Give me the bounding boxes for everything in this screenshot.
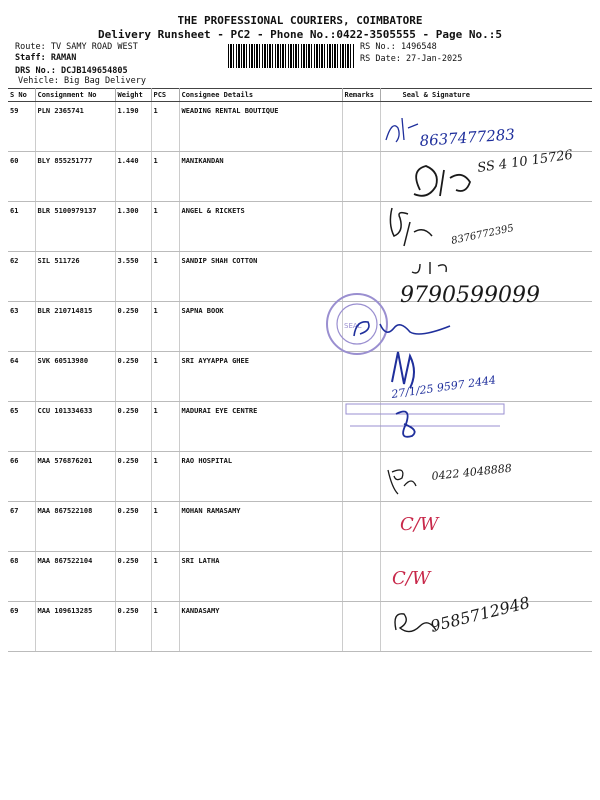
cell-consignee: SRI LATHA	[179, 552, 342, 602]
cell-pcs: 1	[151, 452, 179, 502]
cell-remarks	[342, 402, 380, 452]
cell-signature	[380, 102, 592, 152]
drs-barcode	[228, 44, 354, 68]
table-row	[8, 252, 592, 302]
cell-sno: 64	[8, 352, 35, 402]
table-row	[8, 152, 592, 202]
table-header-row	[8, 89, 592, 102]
handwritten-phone-66: 0422 4048888	[430, 461, 513, 483]
col-header-weight: Weight	[115, 89, 151, 102]
cell-consignment: MAA 867522104	[35, 552, 115, 602]
col-header-sno: S No	[8, 89, 35, 102]
cell-remarks	[342, 552, 380, 602]
cell-remarks	[342, 102, 380, 152]
table-row	[8, 452, 592, 502]
cell-remarks	[342, 452, 380, 502]
cell-weight: 0.250	[115, 452, 151, 502]
cell-pcs: 1	[151, 252, 179, 302]
svg-text:SEAL: SEAL	[344, 322, 362, 330]
cell-consignment: CCU 101334633	[35, 402, 115, 452]
handwritten-note-68: C/W	[392, 568, 431, 589]
staff-label: Staff: RAMAN	[15, 53, 77, 63]
cell-consignee: ANGEL & RICKETS	[179, 202, 342, 252]
cell-sno: 62	[8, 252, 35, 302]
cell-consignee: WEADING RENTAL BOUTIQUE	[179, 102, 342, 152]
table-row	[8, 502, 592, 552]
cell-sno: 65	[8, 402, 35, 452]
cell-remarks	[342, 352, 380, 402]
col-header-consignee: Consignee Details	[179, 89, 342, 102]
cell-sno: 67	[8, 502, 35, 552]
cell-weight: 0.250	[115, 502, 151, 552]
handwritten-note-64: 27/1/25 9597 2444	[390, 373, 497, 401]
table-row	[8, 402, 592, 452]
cell-pcs: 1	[151, 352, 179, 402]
handwritten-note-60: SS 4 10 15726	[476, 147, 574, 176]
rs-number: RS No.: 1496548	[360, 42, 437, 52]
cell-signature	[380, 552, 592, 602]
cell-sno: 63	[8, 302, 35, 352]
cell-weight: 0.250	[115, 602, 151, 652]
cell-remarks	[342, 152, 380, 202]
cell-signature	[380, 252, 592, 302]
cell-sno: 69	[8, 602, 35, 652]
handwritten-phone-62: 9790599099	[400, 283, 540, 308]
cell-signature	[380, 502, 592, 552]
cell-weight: 1.190	[115, 102, 151, 152]
cell-pcs: 1	[151, 152, 179, 202]
cell-consignment: MAA 867522108	[35, 502, 115, 552]
cell-sno: 60	[8, 152, 35, 202]
table-row	[8, 552, 592, 602]
runsheet-subtitle: Delivery Runsheet - PC2 - Phone No.:0422-3505555 - Page No.:5	[98, 28, 502, 41]
cell-signature	[380, 352, 592, 402]
cell-weight: 0.250	[115, 402, 151, 452]
drs-number: DRS No.: DCJB149654805	[15, 66, 128, 76]
cell-consignee: SRI AYYAPPA GHEE	[179, 352, 342, 402]
table-row	[8, 202, 592, 252]
cell-weight: 1.440	[115, 152, 151, 202]
cell-remarks	[342, 502, 380, 552]
cell-weight: 0.250	[115, 352, 151, 402]
cell-consignment: BLR 210714815	[35, 302, 115, 352]
cell-pcs: 1	[151, 202, 179, 252]
table-row	[8, 602, 592, 652]
cell-signature	[380, 202, 592, 252]
cell-sno: 68	[8, 552, 35, 602]
table-row	[8, 102, 592, 152]
handwritten-phone-69: 9585712948	[428, 592, 532, 636]
rs-date: RS Date: 27-Jan-2025	[360, 54, 463, 64]
table-row	[8, 302, 592, 352]
cell-consignment: MAA 576876201	[35, 452, 115, 502]
runsheet-table	[8, 88, 592, 652]
cell-consignee: KANDASAMY	[179, 602, 342, 652]
cell-pcs: 1	[151, 102, 179, 152]
cell-consignment: MAA 109613285	[35, 602, 115, 652]
cell-weight: 0.250	[115, 302, 151, 352]
cell-consignee: MOHAN RAMASAMY	[179, 502, 342, 552]
cell-signature	[380, 152, 592, 202]
cell-consignment: PLN 2365741	[35, 102, 115, 152]
cell-consignment: SVK 60513980	[35, 352, 115, 402]
cell-weight: 3.550	[115, 252, 151, 302]
cell-weight: 1.300	[115, 202, 151, 252]
cell-consignee: SANDIP SHAH COTTON	[179, 252, 342, 302]
cell-pcs: 1	[151, 302, 179, 352]
cell-signature	[380, 302, 592, 352]
col-header-consignment: Consignment No	[35, 89, 115, 102]
col-header-seal-signature: Seal & Signature	[380, 89, 592, 102]
cell-consignment: SIL 511726	[35, 252, 115, 302]
cell-consignment: BLR 5100979137	[35, 202, 115, 252]
cell-signature	[380, 452, 592, 502]
cell-remarks	[342, 302, 380, 352]
table-row	[8, 352, 592, 402]
cell-remarks	[342, 202, 380, 252]
cell-consignee: SAPNA BOOK	[179, 302, 342, 352]
cell-consignee: MANIKANDAN	[179, 152, 342, 202]
cell-remarks	[342, 602, 380, 652]
cell-pcs: 1	[151, 602, 179, 652]
cell-consignee: RAO HOSPITAL	[179, 452, 342, 502]
cell-signature	[380, 402, 592, 452]
cell-pcs: 1	[151, 552, 179, 602]
cell-sno: 61	[8, 202, 35, 252]
cell-consignee: MADURAI EYE CENTRE	[179, 402, 342, 452]
cell-remarks	[342, 252, 380, 302]
handwritten-note-67: C/W	[400, 514, 439, 535]
col-header-pcs: PCS	[151, 89, 179, 102]
vehicle-label: Vehicle: Big Bag Delivery	[18, 76, 146, 86]
cell-signature	[380, 602, 592, 652]
cell-pcs: 1	[151, 402, 179, 452]
cell-pcs: 1	[151, 502, 179, 552]
handwritten-phone-61: 8376772395	[450, 222, 515, 247]
cell-consignment: BLY 855251777	[35, 152, 115, 202]
company-title: THE PROFESSIONAL COURIERS, COIMBATORE	[177, 14, 423, 27]
cell-sno: 59	[8, 102, 35, 152]
col-header-remarks: Remarks	[342, 89, 380, 102]
cell-weight: 0.250	[115, 552, 151, 602]
cell-sno: 66	[8, 452, 35, 502]
route-label: Route: TV SAMY ROAD WEST	[15, 42, 138, 52]
handwritten-phone-59: 8637477283	[419, 125, 516, 150]
